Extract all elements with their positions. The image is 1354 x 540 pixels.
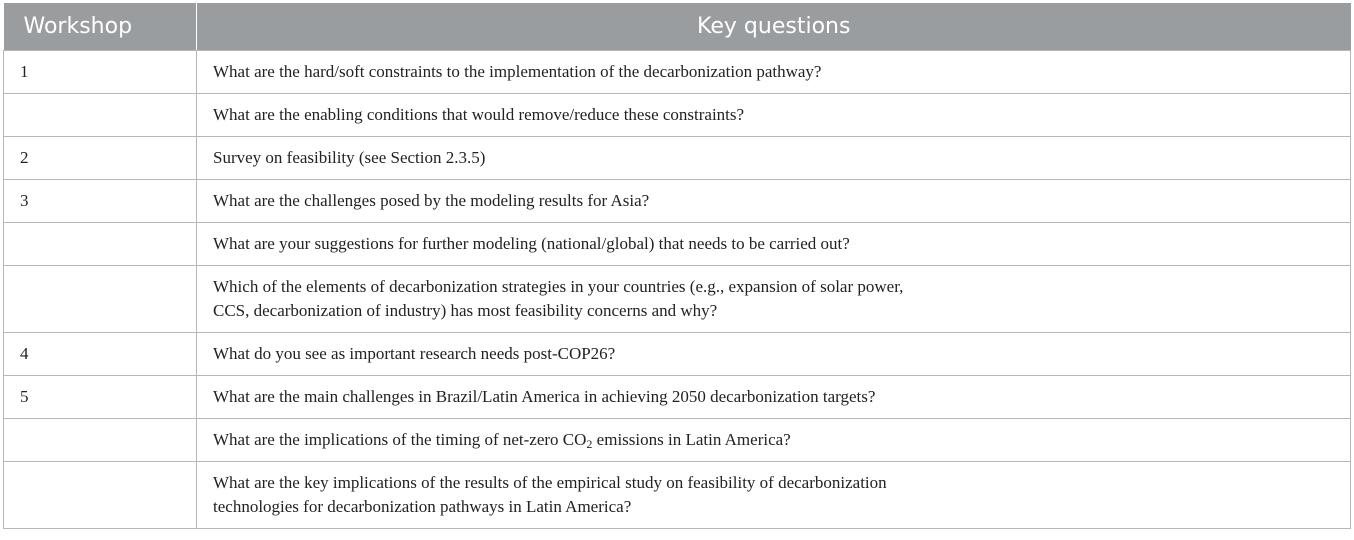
table-row [4,94,1351,137]
question-cell [197,419,1351,462]
workshop-cell [4,223,197,266]
table-row [4,376,1351,419]
workshop-cell: 5 [4,376,197,419]
table-row [4,333,1351,376]
table-row [4,462,1351,529]
workshop-cell [4,419,197,462]
question-cell: Survey on feasibility (see Section 2.3.5) [197,137,1351,180]
workshop-cell [4,462,197,529]
table-row [4,180,1351,223]
key-questions-table [3,3,1350,529]
table [3,3,1351,529]
header-row [4,3,1351,51]
workshop-cell [4,94,197,137]
question-cell: What are the challenges posed by the modeling results for Asia? [197,180,1351,223]
table-header [4,3,1351,51]
workshop-cell: 3 [4,180,197,223]
table-body [4,51,1351,529]
table-row [4,223,1351,266]
question-text: What are the implications of the timing of net-zero CO [213,430,587,449]
question-cell: What are the enabling conditions that would remove/reduce these constraints? [197,94,1351,137]
question-line: technologies for decarbonization pathways in Latin America? [213,497,632,516]
table-row [4,266,1351,333]
workshop-cell [4,266,197,333]
question-cell [197,462,1351,529]
header-key-questions: Key questions [197,3,1351,51]
subscript-2: 2 [586,437,593,451]
question-line: What are the key implications of the results of the empirical study on feasibility of decarbonization [213,473,887,492]
workshop-cell: 2 [4,137,197,180]
question-line: Which of the elements of decarbonization strategies in your countries (e.g., expansion of solar power, [213,277,904,296]
question-cell: What are the hard/soft constraints to the implementation of the decarbonization pathway? [197,51,1351,94]
header-workshop: Workshop [4,3,197,51]
question-text: emissions in Latin America? [592,430,791,449]
table-row [4,419,1351,462]
question-cell [197,266,1351,333]
question-line: CCS, decarbonization of industry) has most feasibility concerns and why? [213,301,718,320]
question-cell: What are your suggestions for further modeling (national/global) that needs to be carried out? [197,223,1351,266]
table-row [4,51,1351,94]
workshop-cell: 4 [4,333,197,376]
question-cell: What are the main challenges in Brazil/Latin America in achieving 2050 decarbonization targets? [197,376,1351,419]
question-cell: What do you see as important research needs post-COP26? [197,333,1351,376]
workshop-cell: 1 [4,51,197,94]
table-row [4,137,1351,180]
